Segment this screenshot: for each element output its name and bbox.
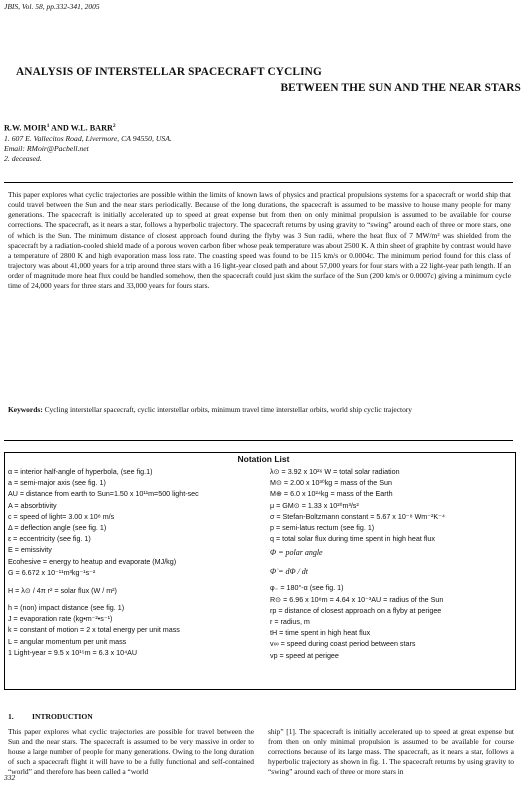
notation-item: L = angular momentum per unit mass (8, 637, 127, 646)
notation-item: v∞ = speed during coast period between stars (270, 640, 416, 649)
notation-item: c = speed of light= 3.00 x 10⁸ m/s (8, 512, 115, 521)
paper-title-line1: ANALYSIS OF INTERSTELLAR SPACECRAFT CYCLING (16, 66, 322, 78)
notation-left-column (8, 467, 258, 659)
abstract-top-rule (4, 182, 513, 183)
notation-right-column (270, 467, 514, 662)
abstract-bottom-rule (4, 440, 513, 441)
notation-item: μ = GM⊙ = 1.33 x 10²⁰m³/s² (270, 501, 359, 510)
notation-item: Ecohesive = energy to heatup and evaporate (MJ/kg) (8, 557, 177, 566)
journal-header: JBIS, Vol. 58, pp.332-341, 2005 (4, 2, 100, 11)
affiliation-2: 2. deceased. (4, 154, 42, 163)
author-1: R.W. MOIR (4, 123, 47, 133)
notation-item: k = constant of motion = 2 x total energy per unit mass (8, 626, 180, 635)
notation-item: M⊕ = 6.0 x 10²⁴kg = mass of the Earth (270, 490, 393, 499)
notation-item: q = total solar flux during time spent in high heat flux (270, 535, 435, 544)
notation-item: h = (non) impact distance (see fig. 1) (8, 604, 125, 613)
notation-item: J = evaporation rate (kg•m⁻²•s⁻¹) (8, 615, 113, 624)
notation-item: Δ = deflection angle (see fig. 1) (8, 524, 107, 533)
notation-item: A = absorbtivity (8, 501, 57, 510)
paper-title-line2: BETWEEN THE SUN AND THE NEAR STARS (280, 82, 521, 94)
notation-solar-flux-formula: H = λ⊙ / 4π r² = solar flux (W / m²) (8, 587, 117, 596)
section-heading-introduction (8, 712, 93, 721)
notation-item: R⊙ = 6.96 x 10⁸m = 4.64 x 10⁻³AU = radius of the Sun (270, 595, 444, 604)
notation-item: p = semi-latus rectum (see fig. 1) (270, 524, 375, 533)
author-line (4, 123, 116, 133)
notation-item: σ = Stefan-Boltzmann constant = 5.67 x 10⁻⁸ Wm⁻²K⁻⁴ (270, 512, 445, 521)
author-1-sup: 1 (46, 123, 50, 129)
author-2-sup: 2 (112, 123, 116, 129)
notation-item: G = 6.672 x 10⁻¹¹m³kg⁻¹s⁻² (8, 568, 96, 577)
notation-item: a = semi-major axis (see fig. 1) (8, 479, 106, 488)
notation-item: E = emissivity (8, 546, 52, 555)
section-number: 1. (8, 712, 14, 721)
keywords (8, 405, 511, 415)
affiliation-1: 1. 607 E. Vallecitos Road, Livermore, CA 94550, USA. (4, 134, 172, 143)
keywords-text: Cycling interstellar spacecraft, cyclic interstellar orbits, minimum travel time interstellar orbits, world ship cyclic trajectory (42, 405, 412, 414)
section-title: INTRODUCTION (32, 712, 93, 721)
notation-polar-angle: Φ = polar angle (270, 548, 323, 558)
notation-item: α = interior half-angle of hyperbola, (see fig.1) (8, 468, 153, 476)
notation-item: ε = eccentricity (see fig. 1) (8, 535, 91, 544)
page-number: 332 (4, 773, 16, 782)
body-text-left-column: This paper explores what cyclic trajectories are possible for travel between the Sun and the near stars. The spacecraft is assumed to be very massive in order to house a large number of people for many generations. Owing to the long duration of such a spacecraft flight it will have to be a fully functional and self-contained “world” and therefore has been called a “world (8, 727, 254, 777)
notation-item: 1 Light-year = 9.5 x 10¹⁵m = 6.3 x 10⁴AU (8, 648, 138, 657)
notation-item: AU = distance from earth to Sun=1.50 x 10¹¹m=500 light-sec (8, 490, 199, 499)
notation-item: rp = distance of closest approach on a flyby at perigee (270, 606, 442, 615)
notation-list-title: Notation List (237, 454, 290, 464)
notation-item: vp = speed at perigee (270, 651, 339, 660)
author-2: W.L. BARR (70, 123, 113, 133)
notation-item: φ₋ = 180°-α (see fig. 1) (270, 584, 344, 593)
notation-item: λ⊙ = 3.92 x 10²⁶ W = total solar radiation (270, 468, 400, 476)
notation-item: r = radius, m (270, 618, 310, 627)
notation-angular-rate-formula: Φ̇ = dΦ / dt (270, 567, 309, 577)
author-email[interactable]: Email: RMoir@Pacbell.net (4, 144, 89, 153)
abstract: This paper explores what cyclic trajectories are possible within the limits of known laws of physics and practical propulsions systems for a spacecraft or world ship that could travel between the Sun and the near stars periodically. Because of the long durations, the spacecraft is assumed to be massive to house many people for many generations. The spacecraft is initially accelerated up to speed at great expense but from then on only minimal propulsion is assumed to be available for course corrections. The spacecraft, as it nears a star, follows a hyperbolic trajectory. The spacecraft returns by using gravity to “swing” around each of three or more stars, one of which is the Sun. The minimum distance of closest approach found during the flyby was 3 Sun radii, where the heat flux of 7 MW/m² was shielded from the spacecraft by a radiation-cooled shield made of a porous woven carbon fiber whose peak temperature was about 2500 K. A thin sheet of graphite by contrast would have a temperature of 2800 K and high evaporation mass loss rate. The coasting speed was found to be 115 km/s or 0.0004c. The minimum period found for this class of trajectory was about 41,000 years for a trip around three stars with a 16 light-year closed path and about 57,000 years for four stars with a 22 light-year path length. If an order of magnitude more heat flux could be handled somehow, then the spacecraft could just skim the surface of the Sun (200 km/s or 0.0007c) giving a minimum cycle time of 24,000 years for three stars and 33,000 years for fours stars. (8, 190, 511, 291)
notation-item: tH = time spent in high heat flux (270, 629, 371, 638)
body-text-right-column: ship” [1]. The spacecraft is initially accelerated up to speed at great expense but from then on only minimal propulsion is assumed to be available for course corrections because of its large mass. The spacecraft, as it nears a star, follows a hyperbolic trajectory as shown in fig. 1. The spacecraft returns by using gravity to “swing” around each of three or more stars in (268, 727, 514, 777)
keywords-label: Keywords: (8, 405, 43, 414)
author-and: AND (49, 123, 71, 133)
notation-item: M⊙ = 2.00 x 10³⁰kg = mass of the Sun (270, 479, 392, 488)
